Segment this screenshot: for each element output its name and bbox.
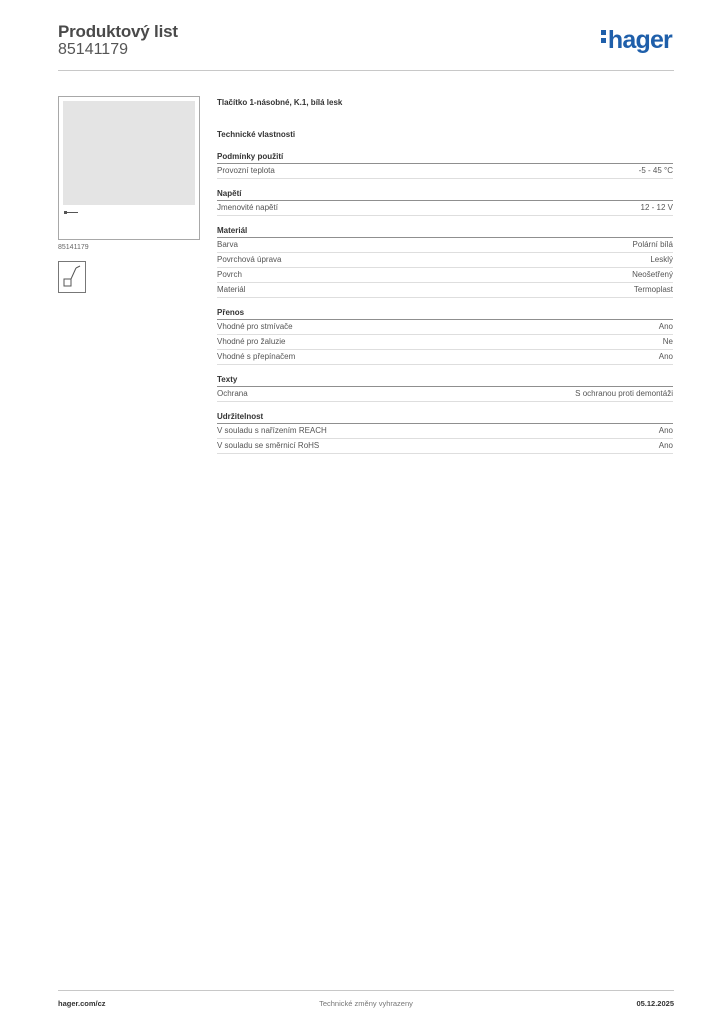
spec-row <box>217 238 673 253</box>
section-title: Přenos <box>217 306 673 320</box>
section-title: Napětí <box>217 187 673 201</box>
spec-sections <box>217 150 673 454</box>
spec-row <box>217 335 673 350</box>
spec-row <box>217 439 673 454</box>
product-name: Tlačítko 1-násobné, K.1, bílá lesk <box>217 98 343 107</box>
section-title: Podmínky použití <box>217 150 673 164</box>
spec-value: Ano <box>658 322 673 331</box>
spec-row <box>217 387 673 402</box>
spec-label: V souladu se směrnicí RoHS <box>217 441 320 450</box>
spec-label: Vhodné pro žaluzie <box>217 337 286 346</box>
spec-label: Ochrana <box>217 389 248 398</box>
spec-row <box>217 201 673 216</box>
section-title: Materiál <box>217 224 673 238</box>
spec-label: Vhodné pro stmívače <box>217 322 293 331</box>
pushbutton-symbol-icon <box>58 261 86 293</box>
spec-label: Materiál <box>217 285 246 294</box>
spec-row <box>217 283 673 298</box>
spec-value: Ano <box>658 441 673 450</box>
spec-value: Ano <box>658 352 673 361</box>
spec-section <box>217 410 673 454</box>
page-title: Produktový list <box>58 22 178 41</box>
logo-text: hager <box>607 26 672 54</box>
spec-section <box>217 187 673 216</box>
spec-label: Jmenovité napětí <box>217 203 278 212</box>
spec-section <box>217 373 673 402</box>
spec-row <box>217 350 673 365</box>
spec-label: Barva <box>217 240 238 249</box>
spec-value: Ano <box>658 426 673 435</box>
spec-value: -5 - 45 °C <box>638 166 673 175</box>
spec-row <box>217 253 673 268</box>
spec-label: V souladu s nařízením REACH <box>217 426 327 435</box>
page-header <box>58 20 674 71</box>
footer-notice: Technické změny vyhrazeny <box>319 999 413 1008</box>
page-footer <box>58 990 674 1011</box>
spec-value: Termoplast <box>633 285 673 294</box>
spec-label: Povrchová úprava <box>217 255 282 264</box>
spec-value: Ne <box>662 337 673 346</box>
product-image <box>63 101 195 205</box>
spec-value: Polární bílá <box>632 240 673 249</box>
tech-heading: Technické vlastnosti <box>217 130 296 139</box>
section-title: Texty <box>217 373 673 387</box>
scale-mark-icon <box>64 211 78 215</box>
spec-label: Provozní teplota <box>217 166 275 175</box>
spec-value: Lesklý <box>650 255 673 264</box>
logo-colon-mark <box>601 27 606 46</box>
hager-logo <box>601 26 672 55</box>
spec-row <box>217 164 673 179</box>
spec-row <box>217 268 673 283</box>
product-image-code: 85141179 <box>58 244 89 251</box>
product-number: 85141179 <box>58 41 128 58</box>
spec-label: Povrch <box>217 270 242 279</box>
spec-section <box>217 306 673 365</box>
spec-row <box>217 320 673 335</box>
spec-value: Neošetřený <box>632 270 673 279</box>
spec-content <box>217 96 673 454</box>
spec-row <box>217 424 673 439</box>
spec-value: S ochranou proti demontáži <box>575 389 673 398</box>
section-title: Udržitelnost <box>217 410 673 424</box>
spec-value: 12 - 12 V <box>640 203 673 212</box>
footer-date: 05.12.2025 <box>636 999 674 1008</box>
footer-website: hager.com/cz <box>58 999 106 1008</box>
product-image-frame <box>58 96 200 240</box>
spec-section <box>217 224 673 298</box>
spec-label: Vhodné s přepínačem <box>217 352 296 361</box>
pushbutton-symbol-svg <box>59 262 85 292</box>
spec-section <box>217 150 673 179</box>
